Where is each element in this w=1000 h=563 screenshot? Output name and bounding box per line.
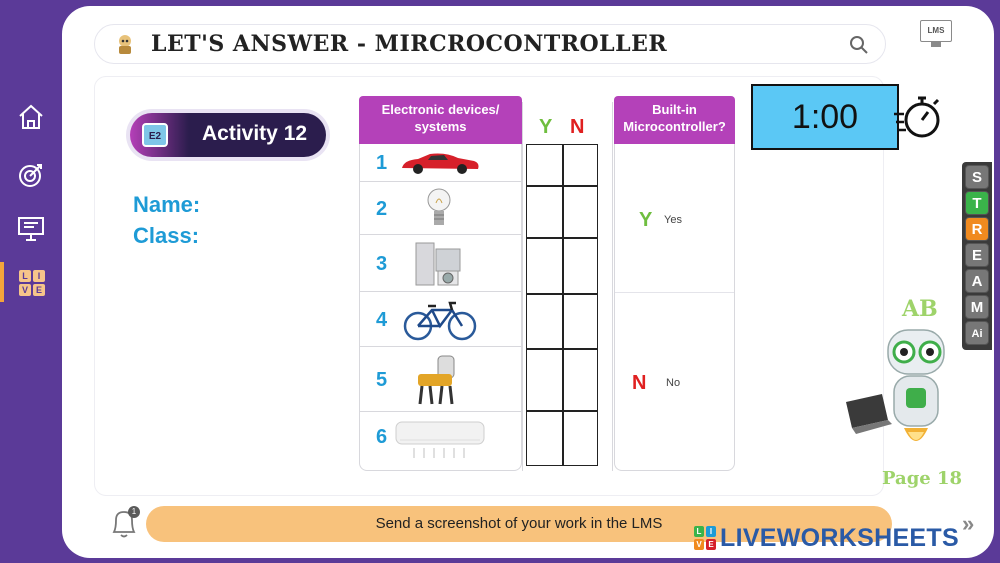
- steam-letter-e: E: [965, 243, 989, 267]
- device-number: 4: [376, 309, 388, 331]
- logo-letter: V: [694, 539, 704, 550]
- answer-no-cell-1[interactable]: [563, 145, 598, 185]
- answer-no-cell-6[interactable]: [563, 411, 598, 466]
- mascot-label: AB: [902, 296, 938, 322]
- steam-letter-a: A: [965, 269, 989, 293]
- page-title: LET'S ANSWER - MIRCROCONTROLLER: [151, 31, 668, 57]
- steam-letter-ai: Ai: [965, 321, 989, 345]
- brand-name: LIVEWORKSHEETS: [720, 524, 959, 552]
- device-row: [360, 182, 521, 235]
- logo-letter: E: [706, 539, 716, 550]
- home-appliances-image: [414, 241, 464, 287]
- device-row: [360, 292, 521, 347]
- answer-yes-cell-3[interactable]: [527, 238, 562, 293]
- answer-yes-cell-2[interactable]: [527, 186, 562, 237]
- device-number: 2: [376, 198, 388, 220]
- builtin-header: Built-in Microcontroller?: [614, 96, 735, 144]
- key-yes-text: Yes: [664, 214, 682, 226]
- answer-no-cell-4[interactable]: [563, 294, 598, 348]
- class-label: Class:: [133, 223, 200, 248]
- device-row: [360, 235, 521, 292]
- live-letter: V: [19, 284, 31, 296]
- steam-letter-s: S: [965, 165, 989, 189]
- answer-grid: [526, 144, 598, 466]
- lms-stand: [931, 42, 941, 47]
- device-row: [360, 412, 521, 471]
- target-icon[interactable]: [16, 160, 46, 190]
- answer-yes-cell-6[interactable]: [527, 411, 562, 466]
- answer-yes-cell-5[interactable]: [527, 349, 562, 410]
- devices-header: Electronic devices/ systems: [359, 96, 522, 144]
- answer-no-cell-3[interactable]: [563, 238, 598, 293]
- key-no-text: No: [666, 377, 681, 389]
- steam-strip: [962, 162, 992, 350]
- answer-no-cell-2[interactable]: [563, 186, 598, 237]
- lms-icon[interactable]: [920, 20, 952, 50]
- activity-badge: [126, 109, 330, 161]
- device-number: 6: [376, 426, 388, 448]
- steam-letter-m: M: [965, 295, 989, 319]
- bicycle-image: [402, 298, 478, 342]
- logo-letter: L: [694, 526, 704, 537]
- steam-letter-r: R: [965, 217, 989, 241]
- sidebar: [0, 0, 62, 563]
- sidebar-item-live[interactable]: [0, 262, 62, 302]
- activity-logo-icon: E2: [142, 123, 168, 147]
- answer-yes-cell-4[interactable]: [527, 294, 562, 348]
- timer-display: 1:00: [751, 84, 899, 150]
- activity-label: Activity 12: [202, 122, 308, 145]
- column-divider: [612, 102, 613, 471]
- column-divider: [522, 102, 523, 471]
- instruction-banner: Send a screenshot of your work in the LMS: [146, 506, 892, 542]
- key-divider: [615, 292, 734, 293]
- device-row: [360, 347, 521, 412]
- live-grid-icon: [694, 526, 716, 550]
- lms-label: LMS: [920, 20, 952, 42]
- device-number: 1: [376, 152, 388, 174]
- device-number: 5: [376, 369, 388, 391]
- device-row: [360, 144, 521, 182]
- key-panel: [614, 144, 735, 471]
- activity-pill: [130, 113, 326, 157]
- answer-yes-cell-1[interactable]: [527, 145, 562, 185]
- presentation-icon[interactable]: [16, 214, 46, 244]
- notification-count: 1: [128, 506, 140, 518]
- worksheet-card: [62, 6, 994, 558]
- notification-bell-icon[interactable]: [110, 506, 138, 540]
- header-bar: [94, 24, 886, 64]
- device-number: 3: [376, 253, 388, 275]
- robot-mascot-image: [842, 324, 962, 464]
- answer-no-cell-5[interactable]: [563, 349, 598, 410]
- robot-dog-image: [414, 352, 464, 408]
- light-bulb-image: [426, 187, 452, 231]
- air-conditioner-image: [394, 420, 486, 462]
- key-yes-letter: Y: [639, 209, 653, 231]
- page-number: Page 18: [882, 468, 963, 489]
- stopwatch-icon[interactable]: [892, 90, 942, 142]
- logo-letter: I: [706, 526, 716, 537]
- steam-letter-t: T: [965, 191, 989, 215]
- yes-header: Y: [539, 116, 553, 138]
- home-icon[interactable]: [16, 102, 46, 132]
- live-letter: E: [33, 284, 45, 296]
- no-header: N: [570, 116, 585, 138]
- chevron-right-icon[interactable]: »: [962, 511, 975, 536]
- live-letter: I: [33, 270, 45, 282]
- robot-mascot-icon: [113, 32, 137, 56]
- car-image: [398, 150, 482, 176]
- key-no-letter: N: [632, 372, 647, 394]
- search-icon[interactable]: [849, 35, 869, 55]
- live-icon: [19, 270, 45, 296]
- active-indicator: [0, 262, 4, 302]
- live-letter: L: [19, 270, 31, 282]
- name-label: Name:: [133, 192, 201, 217]
- devices-list: [359, 144, 522, 471]
